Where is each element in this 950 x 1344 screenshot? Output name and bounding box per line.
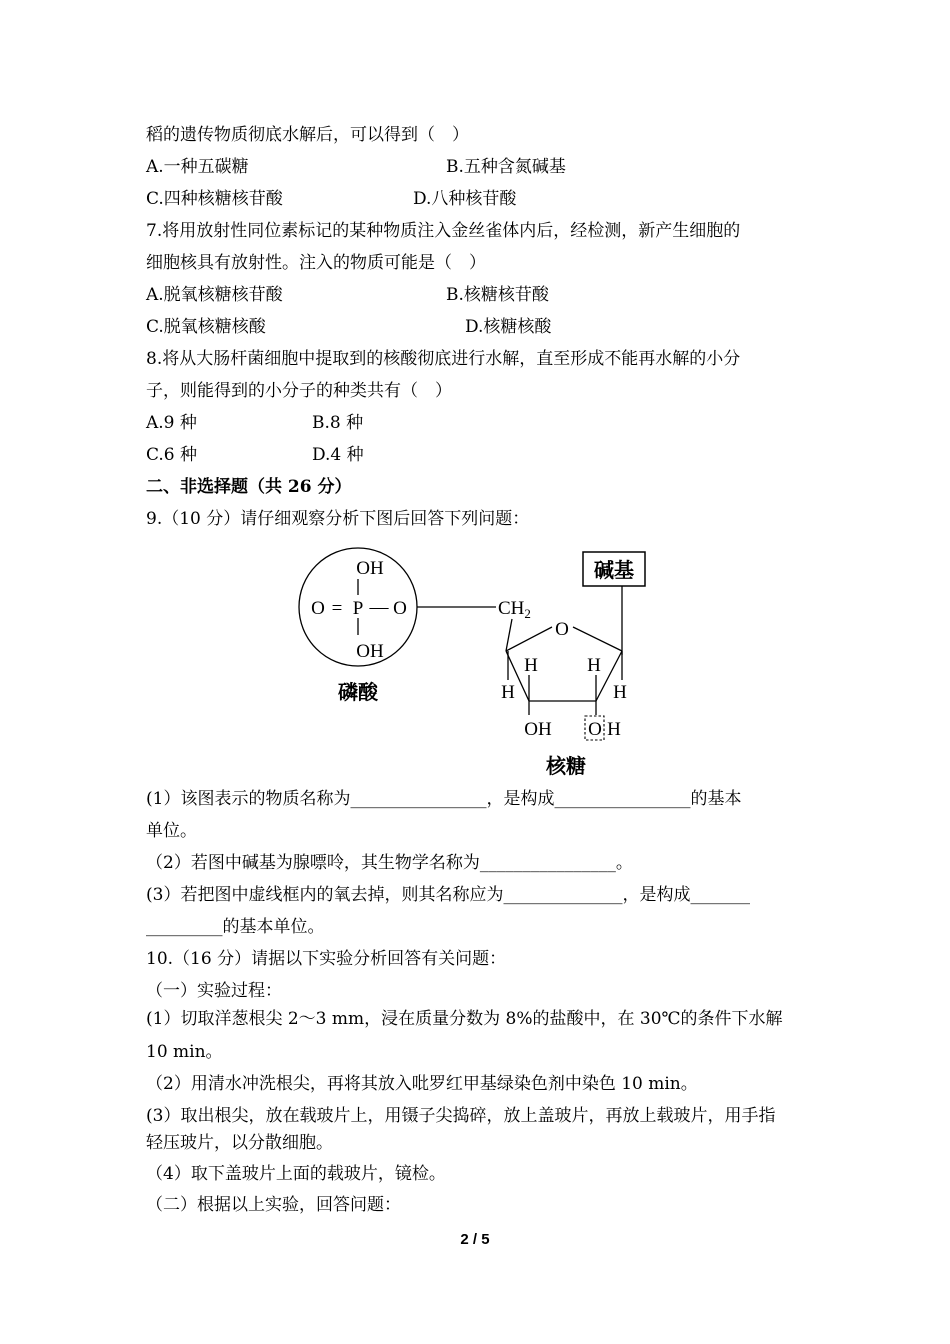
q6-option-c: C.四种核糖核苷酸 xyxy=(146,189,283,209)
q10-process-heading: （一）实验过程： xyxy=(146,981,282,1001)
section-2-heading: 二、非选择题（共 26 分） xyxy=(146,477,352,497)
q9-part-2: （2）若图中碱基为腺嘌呤，其生物学名称为________________。 xyxy=(146,853,633,873)
h-c4: H xyxy=(501,682,515,703)
page-number: 2 / 5 xyxy=(460,1231,490,1248)
oh-c2-oxygen: O xyxy=(588,719,602,740)
double-bond: = xyxy=(331,598,343,619)
h-c3-top: H xyxy=(524,655,538,676)
ch2-group: $CH_2$ xyxy=(498,598,531,621)
q7-option-c: C.脱氧核糖核酸 xyxy=(146,317,266,337)
nucleotide-diagram xyxy=(290,543,660,783)
question-7-cont: 细胞核具有放射性。注入的物质可能是（ ） xyxy=(146,253,486,273)
q8-option-a: A.9 种 xyxy=(146,413,197,433)
q10-step-1: (1）切取洋葱根尖 2～3 mm，浸在质量分数为 8%的盐酸中，在 30℃的条件下水解 xyxy=(146,1009,783,1029)
q10-questions-heading: （二）根据以上实验，回答问题： xyxy=(146,1195,401,1215)
q10-step-3: (3）取出根尖，放在载玻片上，用镊子尖捣碎，放上盖玻片，再放上载玻片，用手指 xyxy=(146,1106,776,1126)
h-c2-top: H xyxy=(587,655,601,676)
q9-part-1: (1）该图表示的物质名称为________________，是构成________________的基本 xyxy=(146,789,742,809)
question-8-cont: 子，则能得到的小分子的种类共有（ ） xyxy=(146,381,452,401)
q8-option-b: B.8 种 xyxy=(312,413,364,433)
q7-option-b: B.核糖核苷酸 xyxy=(446,285,549,305)
q8-option-c: C.6 种 xyxy=(146,445,198,465)
ring-oxygen: O xyxy=(555,619,569,640)
phosphorus: P xyxy=(352,598,364,619)
q10-step-2: （2）用清水冲洗根尖，再将其放入吡罗红甲基绿染色剂中染色 10 min。 xyxy=(146,1074,698,1094)
ch2-ring-bond xyxy=(506,619,512,651)
question-9: 9.（10 分）请仔细观察分析下图后回答下列问题： xyxy=(146,509,530,529)
sugar-label: 核糖 xyxy=(546,754,586,778)
q6-option-b: B.五种含氮碱基 xyxy=(446,157,566,177)
q10-step-4: （4）取下盖玻片上面的载玻片，镜检。 xyxy=(146,1164,446,1184)
h-c1: H xyxy=(613,682,627,703)
question-6-stem: 稻的遗传物质彻底水解后，可以得到（ ） xyxy=(146,125,469,145)
ring-bond-c4-o xyxy=(506,627,552,651)
phosphate-o-right: O xyxy=(393,598,407,619)
q7-option-d: D.核糖核酸 xyxy=(465,317,552,337)
oh-c3: OH xyxy=(524,719,552,740)
question-7: 7.将用放射性同位素标记的某种物质注入金丝雀体内后，经检测，新产生细胞的 xyxy=(146,221,741,241)
q9-part-3-cont: _________的基本单位。 xyxy=(146,917,325,937)
q10-step-1-cont: 10 min。 xyxy=(146,1042,223,1062)
q9-part-1-cont: 单位。 xyxy=(146,821,197,841)
phosphate-oh-bottom: OH xyxy=(356,641,384,662)
phosphate-oh-top: OH xyxy=(356,558,384,579)
p-o-bond: — xyxy=(369,597,389,618)
q10-step-3-cont: 轻压玻片，以分散细胞。 xyxy=(146,1133,333,1153)
base-label: 碱基 xyxy=(594,558,634,582)
q6-option-d: D.八种核苷酸 xyxy=(413,189,517,209)
oh-c2-hydrogen: H xyxy=(607,719,621,740)
phosphate-o-double: O xyxy=(311,598,325,619)
q9-part-3: (3）若把图中虚线框内的氧去掉，则其名称应为______________，是构成_______ xyxy=(146,885,750,905)
question-10: 10.（16 分）请据以下实验分析回答有关问题： xyxy=(146,949,507,969)
question-8: 8.将从大肠杆菌细胞中提取到的核酸彻底进行水解，直至形成不能再水解的小分 xyxy=(146,349,741,369)
phosphate-label: 磷酸 xyxy=(338,680,378,704)
q8-option-d: D.4 种 xyxy=(312,445,364,465)
q7-option-a: A.脱氧核糖核苷酸 xyxy=(146,285,283,305)
q6-option-a: A.一种五碳糖 xyxy=(146,157,249,177)
ring-bond-o-c1 xyxy=(573,627,622,651)
